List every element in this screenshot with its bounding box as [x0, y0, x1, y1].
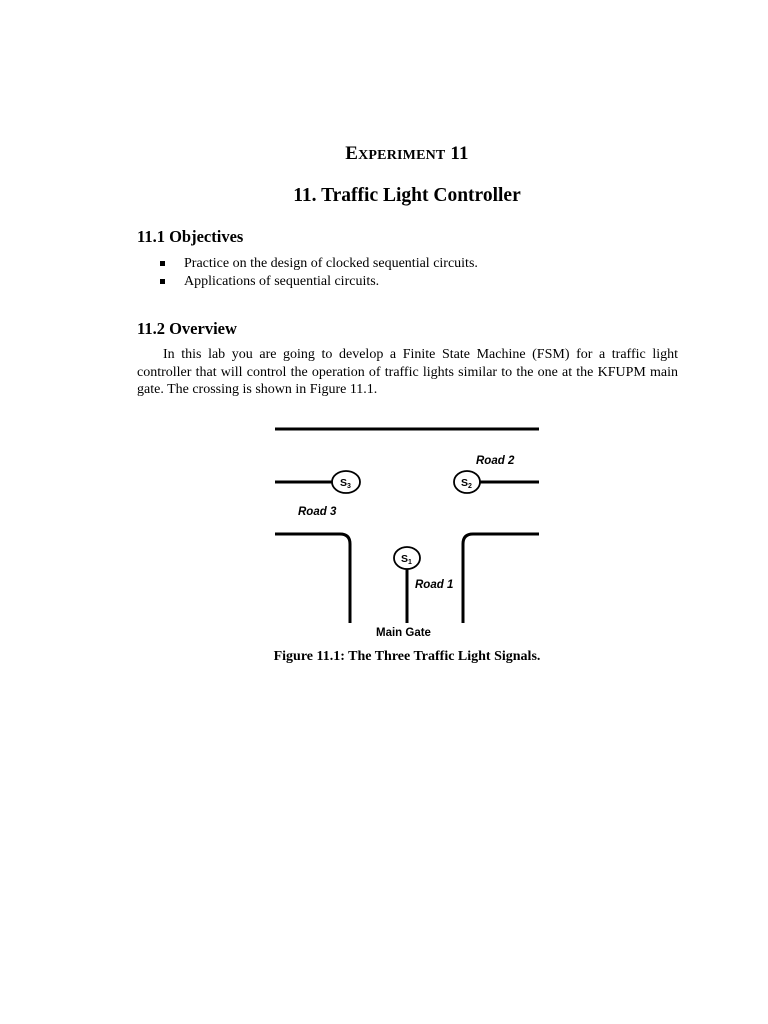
main-gate-label: Main Gate: [376, 627, 431, 639]
experiment-number: 11: [450, 143, 469, 164]
experiment-heading: [0, 143, 768, 165]
square-bullet-icon: [160, 279, 165, 284]
signal-s2-label: S2: [461, 477, 472, 490]
overview-heading: 11.2 Overview: [137, 319, 237, 338]
intersection-diagram: [270, 420, 550, 642]
road-corner-left: [275, 534, 350, 623]
road-corner-right: [463, 534, 539, 623]
road1-label: Road 1: [415, 579, 454, 591]
experiment-heading-rest: XPERIMENT: [358, 148, 446, 163]
signal-s1-label: S1: [401, 553, 412, 566]
square-bullet-icon: [160, 261, 165, 266]
objective-text: Applications of sequential circuits.: [184, 273, 380, 289]
list-item: [160, 255, 478, 273]
intersection-diagram-svg: [270, 420, 550, 642]
experiment-heading-initial: E: [345, 143, 359, 164]
road3-label: Road 3: [298, 506, 337, 518]
objective-text: Practice on the design of clocked sequential circuits.: [184, 256, 478, 271]
figure-caption: Figure 11.1: The Three Traffic Light Signals.: [273, 649, 541, 664]
overview-paragraph: In this lab you are going to develop a Finite State Machine (FSM) for a traffic light controller that will control the operation of traffic lights similar to the one at the KFUPM main gate. The crossing is shown in Figure 11.1.: [137, 347, 678, 397]
road2-label: Road 2: [476, 455, 515, 467]
chapter-title: 11. Traffic Light Controller: [293, 185, 521, 206]
objectives-list: [160, 255, 478, 290]
objectives-heading: 11.1 Objectives: [137, 227, 244, 246]
signal-s3-label: S3: [340, 477, 351, 490]
list-item: [160, 273, 478, 291]
